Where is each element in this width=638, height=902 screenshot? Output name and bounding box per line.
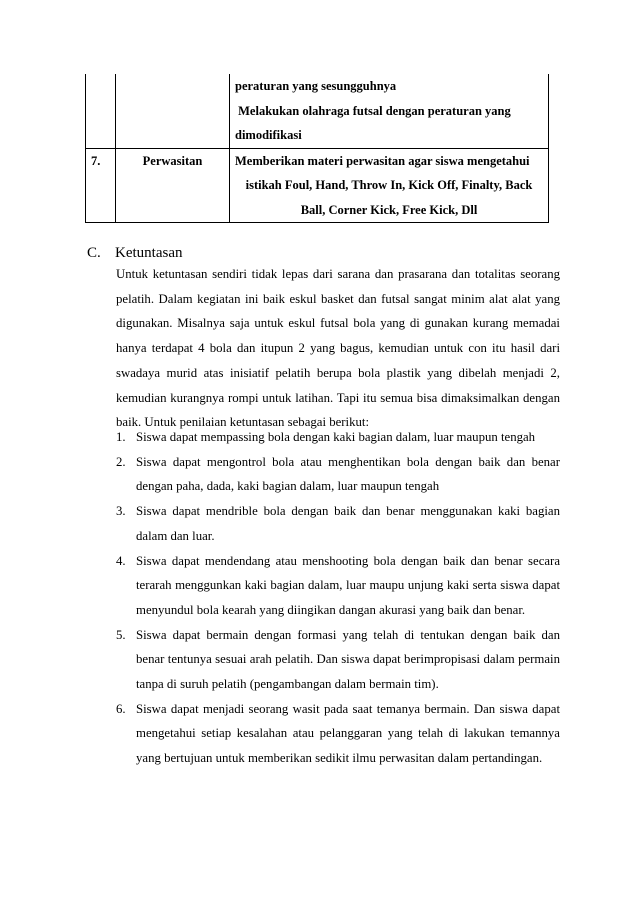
list-item <box>116 499 560 548</box>
list-item-number: 1. <box>116 430 126 444</box>
table-cell-description <box>230 74 549 148</box>
list-item <box>116 697 560 771</box>
table-cell-number <box>86 74 116 148</box>
list-item-text: Siswa dapat menjadi seorang wasit pada saat temanya bermain. Dan siswa dapat mengetahui setiap kesalahan atau pelanggaran yang telah di lakukan temannya yang bertujuan untuk memberikan sedikit ilmu perwasitan dalam pertandingan. <box>136 701 560 766</box>
list-item-number: 2. <box>116 454 126 469</box>
list-item-number: 5. <box>116 627 126 642</box>
list-item-number: 6. <box>116 701 126 716</box>
section-paragraph: Untuk ketuntasan sendiri tidak lepas dari sarana dan prasarana dan totalitas seorang pelatih. Dalam kegiatan ini baik eskul basket dan futsal sangat minim alat alat yang digunakan. Misalnya saja untuk eskul futsal bola yang di gunakan kurang memadai hanya terdapat 4 bola dan itupun 2 yang bagus, kemudian untuk con itu hasil dari swadaya murid atas inisiatif pelatih berupa bola plastik yang dibelah menjadi 2, kemudian kurangnya rompi untuk latihan. Tapi itu semua bisa dimaksimalkan dengan baik. Untuk penilaian ketuntasan sebagai berikut: <box>116 267 560 430</box>
assessment-list <box>116 425 560 771</box>
list-item <box>116 425 560 450</box>
table-cell-category <box>116 74 230 148</box>
list-item-text: Siswa dapat bermain dengan formasi yang telah di tentukan dengan baik dan benar tentunya sesuai arah pelatih. Dan siswa dapat berimpropisasi dalam permain tanpa di suruh pelatih (pengambangan dalam bermain tim). <box>136 627 560 692</box>
table-cell-description <box>230 148 549 223</box>
list-item <box>116 450 560 499</box>
table-cell-category <box>116 148 230 223</box>
row-category: Perwasitan <box>142 153 203 168</box>
list-item-text: Siswa dapat mendendang atau menshooting bola dengan baik dan benar secara terarah menggunkan kaki bagian dalam, luar maupu unjung kaki serta siswa dapat menyundul bola kearah yang diingikan dangan akurasi yang baik dan benar. <box>136 553 560 617</box>
table-cell-line: Melakukan olahraga futsal dengan peraturan yang <box>235 103 511 118</box>
table-row <box>86 148 549 223</box>
list-item-text: Siswa dapat mempassing bola dengan kaki bagian dalam, luar maupun tengah <box>136 430 536 444</box>
list-item-number: 3. <box>116 504 126 519</box>
table-cell-number <box>86 148 116 223</box>
table-cell-line: dimodifikasi <box>235 128 302 142</box>
table-cell-line: Memberikan materi perwasitan agar siswa mengetahui <box>235 153 530 168</box>
list-item-text: Siswa dapat mengontrol bola atau menghentikan bola dengan baik dan benar dengan paha, dada, kaki bagian dalam, luar maupun tengah <box>136 454 560 494</box>
list-item <box>116 549 560 623</box>
row-number: 7. <box>91 153 101 168</box>
table-cell-line: peraturan yang sesungguhnya <box>235 79 397 93</box>
list-item <box>116 623 560 697</box>
table-cell-line: Ball, Corner Kick, Free Kick, Dll <box>300 202 478 217</box>
table-row <box>86 74 549 148</box>
section-title: Ketuntasan <box>115 245 183 261</box>
table-cell-line: istikah Foul, Hand, Throw In, Kick Off, Finalty, Back <box>245 178 533 192</box>
section-heading <box>87 243 182 263</box>
list-item-text: Siswa dapat mendrible bola dengan baik dan benar menggunakan kaki bagian dalam dan luar. <box>136 504 560 543</box>
list-item-number: 4. <box>116 553 126 568</box>
activity-table <box>85 74 549 223</box>
section-letter: C. <box>87 245 101 261</box>
